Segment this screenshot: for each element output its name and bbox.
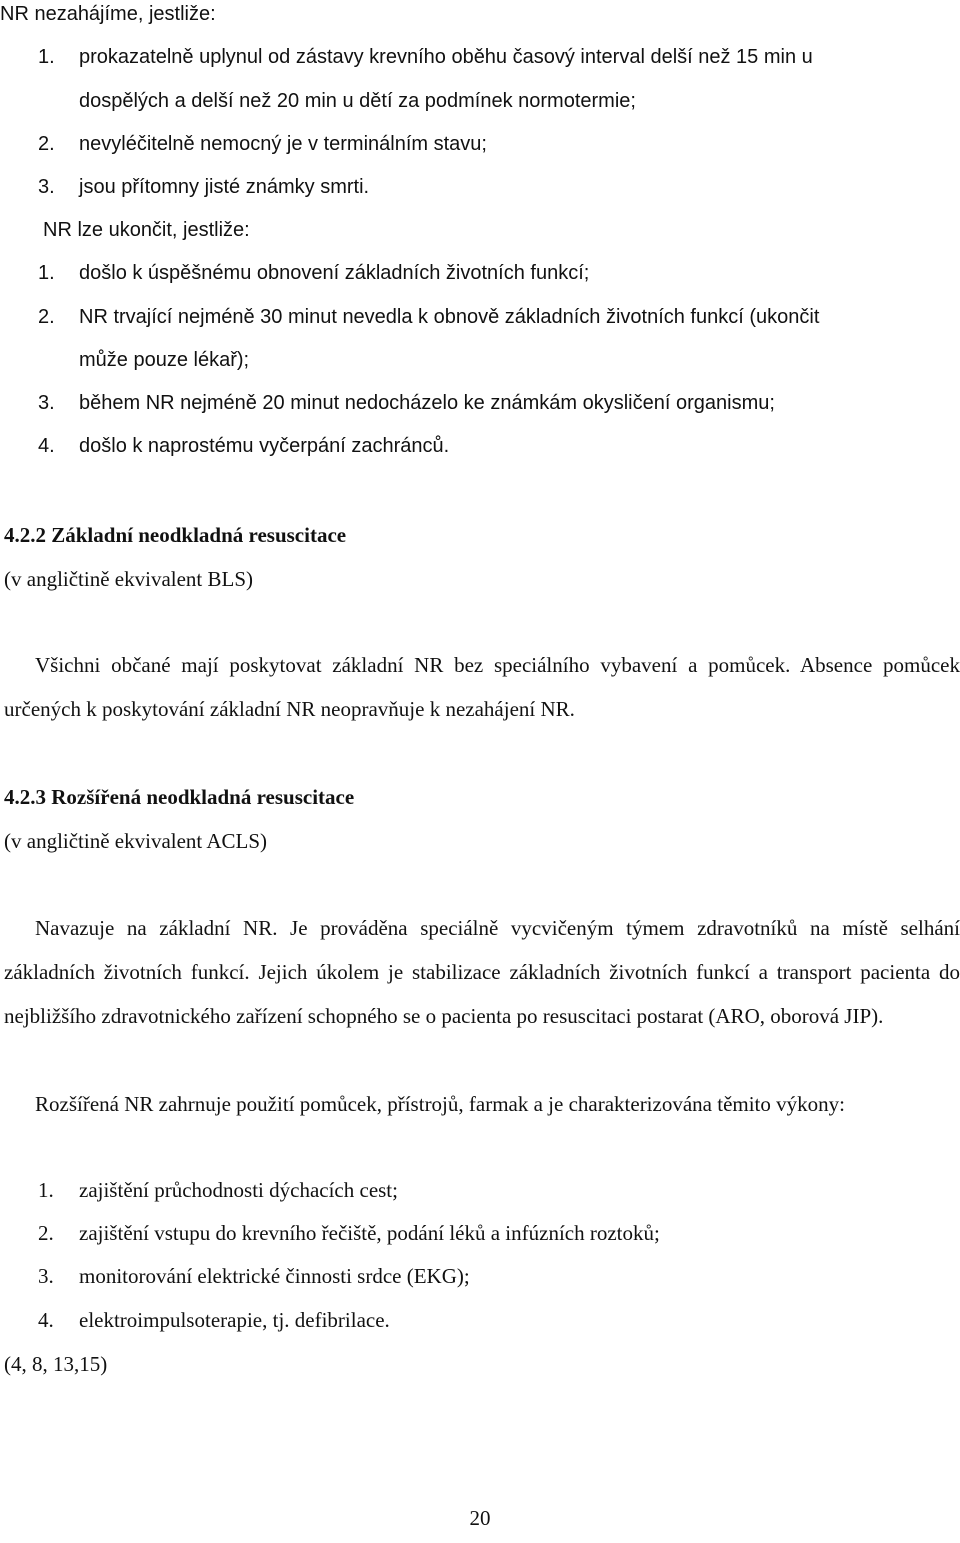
list-item-number: 3. [38, 176, 55, 198]
list-item-text: došlo k naprostému vyčerpání zachránců. [79, 435, 450, 457]
list-item-number: 2. [38, 133, 55, 155]
list-item-number: 4. [38, 1308, 54, 1332]
section-title-bls: 4.2.2 Základní neodkladná resuscitace [4, 523, 347, 547]
section-title-acls: 4.2.3 Rozšířená neodkladná resuscitace [4, 785, 355, 809]
paragraph-acls-1: Navazuje na základní NR. Je prováděna speciálně vycvičeným týmem zdravotníků na místě selhání základních životních funkcí. Jejich úkolem je stabilizace základních životních funkcí a transport pacienta do nejbližšího zdravotnického zařízení schopného se o pacienta po resuscitaci postarat (ARO, oborová JIP). [4, 916, 960, 1028]
page-number: 20 [469, 1506, 491, 1530]
list-item-text: NR trvající nejméně 30 minut nevedla k obnově základních životních funkcí (ukončit [79, 306, 820, 328]
list-item-number: 1. [38, 1178, 54, 1202]
list-item-text: během NR nejméně 20 minut nedocházelo ke známkám okysličení organismu; [79, 392, 775, 414]
list-item-text: jsou přítomny jisté známky smrti. [79, 176, 370, 198]
list-item-text: zajištění průchodnosti dýchacích cest; [79, 1178, 398, 1202]
list-item-number: 1. [38, 46, 55, 68]
list-item-number: 1. [38, 262, 55, 284]
list-item-text: elektroimpulsoterapie, tj. defibrilace. [79, 1308, 390, 1332]
list-item-text: prokazatelně uplynul od zástavy krevního oběhu časový interval delší než 15 min u [79, 46, 813, 68]
list-item-continuation: může pouze lékař); [79, 349, 250, 371]
paragraph-bls: Všichni občané mají poskytovat základní NR bez speciálního vybavení a pomůcek. Absence pomůcek určených k poskytování základní NR neopravňuje k nezahájení NR. [4, 653, 960, 721]
stop-heading: NR lze ukončit, jestliže: [43, 219, 250, 241]
list-item-number: 3. [38, 1264, 54, 1288]
section-subtitle-bls: (v angličtině ekvivalent BLS) [4, 567, 254, 591]
citation: (4, 8, 13,15) [4, 1352, 108, 1376]
list-item-text: zajištění vstupu do krevního řečiště, podání léků a infúzních roztoků; [79, 1221, 660, 1245]
paragraph-acls-2: Rozšířená NR zahrnuje použití pomůcek, přístrojů, farmak a je charakterizována těmito výkony: [35, 1092, 845, 1116]
list-item-text: monitorování elektrické činnosti srdce (EKG); [79, 1264, 470, 1288]
list-item-text: nevyléčitelně nemocný je v terminálním stavu; [79, 133, 487, 155]
list-item-number: 3. [38, 392, 55, 414]
list-item-number: 2. [38, 306, 55, 328]
section-subtitle-acls: (v angličtině ekvivalent ACLS) [4, 829, 268, 853]
list-item-continuation: dospělých a delší než 20 min u dětí za podmínek normotermie; [79, 90, 636, 112]
list-item-text: došlo k úspěšnému obnovení základních životních funkcí; [79, 262, 590, 284]
list-item-number: 2. [38, 1221, 54, 1245]
no-start-heading: NR nezahájíme, jestliže: [0, 3, 216, 25]
list-item-number: 4. [38, 435, 55, 457]
